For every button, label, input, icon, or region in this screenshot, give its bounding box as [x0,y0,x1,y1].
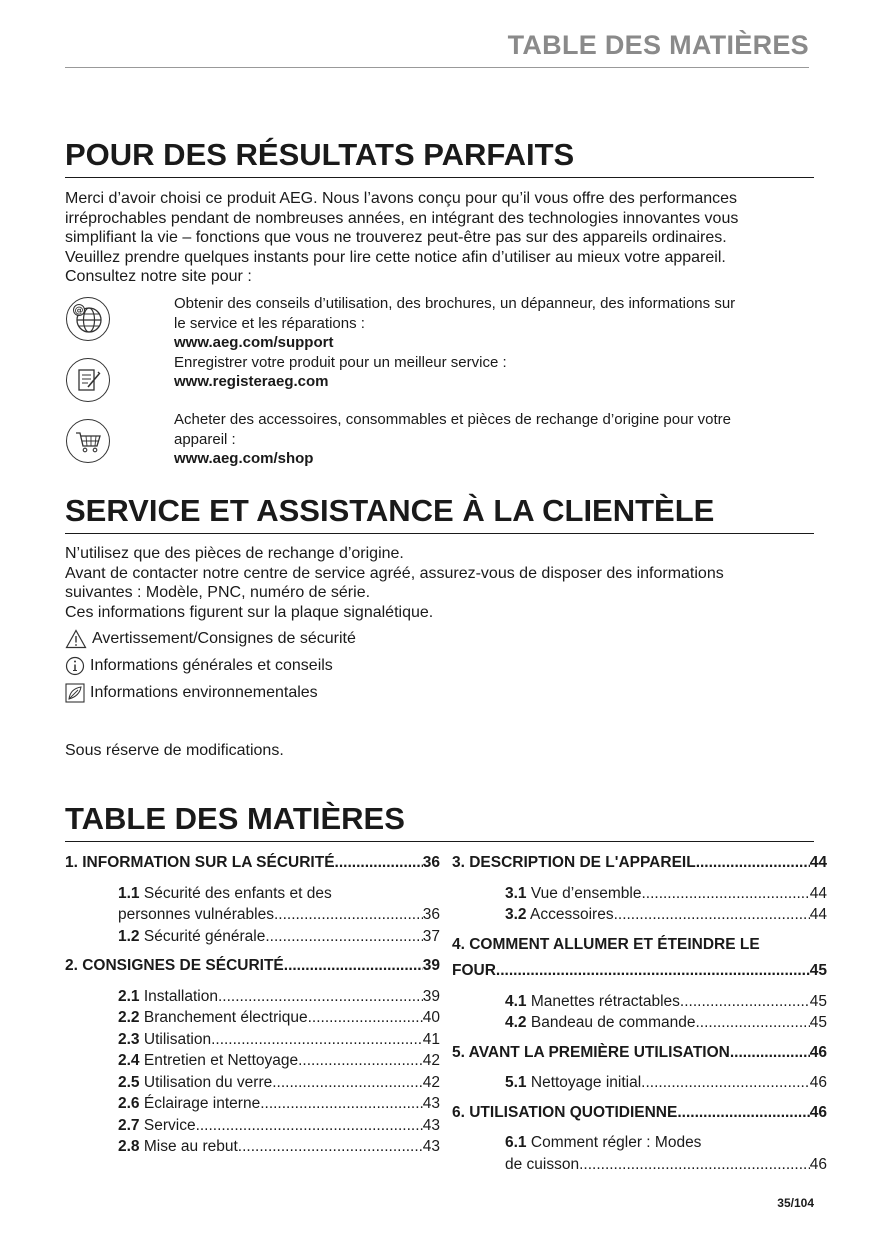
toc-rule [65,841,814,842]
toc-entry-2-1[interactable]: 2.1 Installation ..... 39 [118,986,440,1008]
toc-left-column [65,852,440,1158]
legend-environment-text: Informations environnementales [90,684,318,701]
toc-title: TABLE DES MATIÈRES [65,801,405,836]
service-line: N’utilisez que des pièces de rechange d’origine. [65,545,404,562]
service-paragraph [65,544,815,622]
toc-entry-2-5[interactable]: 2.5 Utilisation du verre ..... 42 [118,1072,440,1094]
toc-entry-2-8[interactable]: 2.8 Mise au rebut ..... 43 [118,1136,440,1158]
toc-entry-2-4[interactable]: 2.4 Entretien et Nettoyage ..... 42 [118,1050,440,1072]
toc-right-column [452,852,827,1175]
shop-text-line: Acheter des accessoires, consommables et pièces de rechange d’origine pour votre [174,411,731,428]
shop-text-line: appareil : [174,430,236,448]
intro-title: POUR DES RÉSULTATS PARFAITS [65,137,575,172]
toc-entry-3[interactable]: 3. DESCRIPTION DE L'APPAREIL ..... 44 [452,852,827,874]
toc-entry-3-2[interactable]: 3.2 Accessoires ..... 44 [505,904,827,926]
register-link[interactable]: www.registeraeg.com [174,373,329,390]
toc-entry-2-7[interactable]: 2.7 Service ..... 43 [118,1115,440,1137]
support-text-line: le service et les réparations : [174,314,365,332]
info-icon [65,656,85,676]
service-line: Avant de contacter notre centre de service agréé, assurez-vous de disposer des informations [65,564,724,582]
legend-warning [65,629,356,649]
toc-entry-5[interactable]: 5. AVANT LA PREMIÈRE UTILISATION ..... 46 [452,1042,827,1064]
page-number: 35/104 [777,1196,814,1210]
header-rule [65,67,809,68]
legend-warning-text: Avertissement/Consignes de sécurité [92,630,356,647]
intro-line: Merci d’avoir choisi ce produit AEG. Nous l’avons conçu pour qu’il vous offre des performances [65,190,738,207]
register-form-icon [66,358,110,402]
toc-entry-4-1[interactable]: 4.1 Manettes rétractables ..... 45 [505,991,827,1013]
globe-icon [66,297,110,341]
intro-line: simplifiant la vie – fonctions que vous ne trouverez peut-être pas sur des appareils ordinaires. [65,229,727,247]
toc-entry-2-2[interactable]: 2.2 Branchement électrique ..... 40 [118,1007,440,1029]
svg-text:@: @ [74,306,84,316]
shopping-cart-icon [66,419,110,463]
support-info [174,294,814,392]
toc-entry-6-1[interactable]: 6.1 Comment régler : Modes de cuisson ..... 46 [505,1132,827,1175]
service-line: suivantes : Modèle, PNC, numéro de série. [65,584,371,602]
service-title: SERVICE ET ASSISTANCE À LA CLIENTÈLE [65,493,715,528]
toc-entry-1[interactable]: 1. INFORMATION SUR LA SÉCURITÉ ..... 36 [65,852,440,874]
running-title: TABLE DES MATIÈRES [507,30,809,60]
toc-entry-4[interactable]: 4. COMMENT ALLUMER ET ÉTEINDRE LE FOUR ..... 45 [452,934,827,982]
toc-entry-2[interactable]: 2. CONSIGNES DE SÉCURITÉ ..... 39 [65,955,440,977]
support-text-line: Obtenir des conseils d’utilisation, des brochures, un dépanneur, des informations sur [174,295,736,312]
shop-link[interactable]: www.aeg.com/shop [174,450,314,467]
toc-entry-4-2[interactable]: 4.2 Bandeau de commande ..... 45 [505,1012,827,1034]
leaf-icon [65,683,85,703]
toc-entry-5-1[interactable]: 5.1 Nettoyage initial ..... 46 [505,1072,827,1094]
service-note: Sous réserve de modifications. [65,742,284,759]
toc-entry-3-1[interactable]: 3.1 Vue d’ensemble ..... 44 [505,883,827,905]
support-link[interactable]: www.aeg.com/support [174,334,334,351]
intro-paragraph [65,189,815,287]
toc-entry-6[interactable]: 6. UTILISATION QUOTIDIENNE ..... 46 [452,1102,827,1124]
legend-info [65,656,333,676]
intro-line: Veuillez prendre quelques instants pour lire cette notice afin d’utiliser au mieux votre appareil. [65,248,726,266]
legend-environment [65,683,318,703]
intro-line: irréprochables pendant de nombreuses années, en intégrant des technologies innovantes vous [65,209,739,227]
intro-rule [65,177,814,178]
shop-info [174,410,814,469]
legend-info-text: Informations générales et conseils [90,657,333,674]
register-text: Enregistrer votre produit pour un meilleur service : [174,353,507,371]
toc-entry-2-3[interactable]: 2.3 Utilisation ..... 41 [118,1029,440,1051]
toc-entry-2-6[interactable]: 2.6 Éclairage interne ..... 43 [118,1093,440,1115]
service-line: Ces informations figurent sur la plaque signalétique. [65,603,434,621]
warning-icon [65,629,87,649]
toc-entry-1-2[interactable]: 1.2 Sécurité générale ..... 37 [118,926,440,948]
service-rule [65,533,814,534]
toc-entry-1-1[interactable]: 1.1 Sécurité des enfants et des personnes vulnérables ..... 36 [118,883,440,926]
intro-line: Consultez notre site pour : [65,268,252,286]
